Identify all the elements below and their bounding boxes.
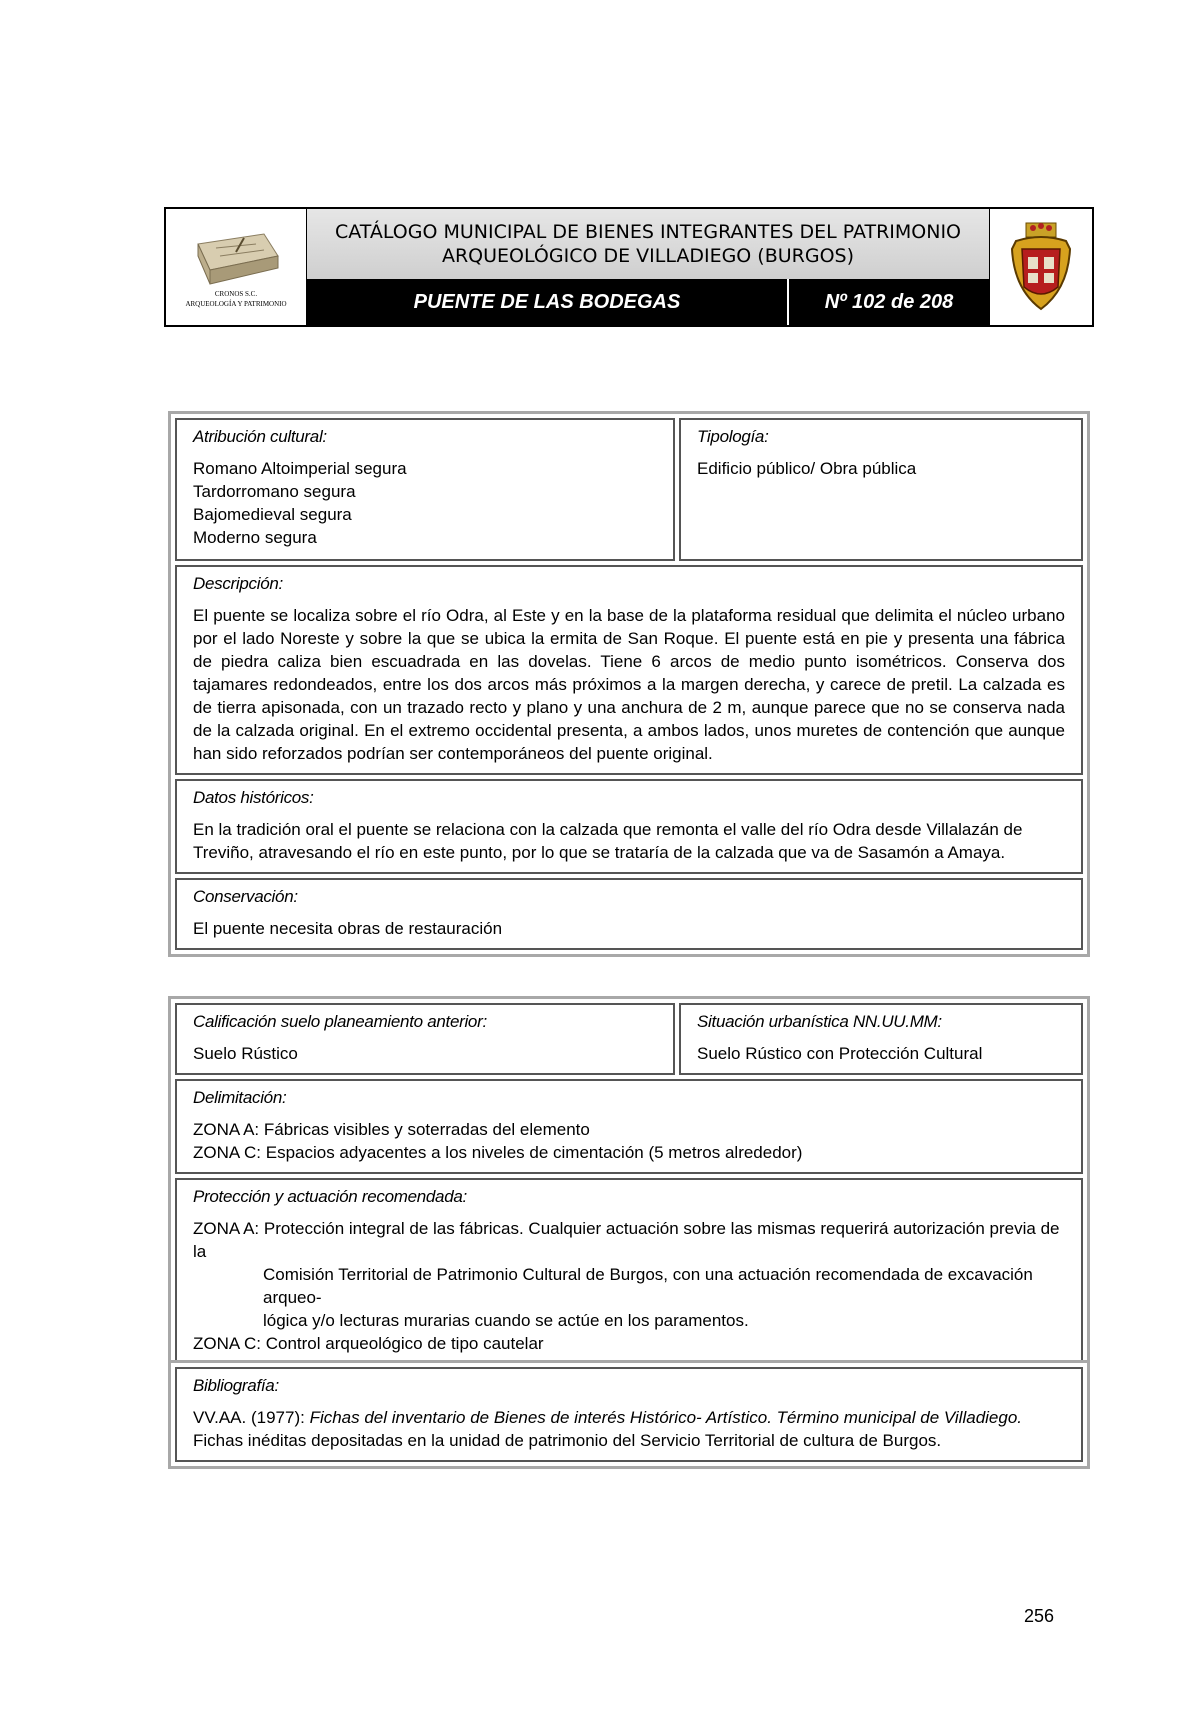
delimitacion-zona-c: ZONA C: Espacios adyacentes a los niveles de cimentación (5 metros alrededor) [193, 1143, 803, 1162]
calificacion-cell [175, 1003, 675, 1075]
proteccion-zona-a-line1: ZONA A: Protección integral de las fábricas. Cualquier actuación sobre las mismas requerirá autorización previa de la [193, 1219, 1060, 1261]
element-number: Nº 102 de 208 [824, 290, 954, 313]
row-proteccion [173, 1176, 1085, 1367]
descripcion-label: Descripción: [193, 574, 283, 593]
coat-of-arms-icon [1006, 219, 1076, 315]
proteccion-zona-c: ZONA C: Control arqueológico de tipo cautelar [193, 1334, 544, 1353]
element-bar [307, 279, 989, 325]
conservacion-text: El puente necesita obras de restauración [193, 919, 503, 938]
datos-historicos-label: Datos históricos: [193, 788, 314, 807]
conservacion-label: Conservación: [193, 887, 298, 906]
proteccion-zona-a-line2: Comisión Territorial de Patrimonio Cultural de Burgos, con una actuación recomendada de excavación arqueo- [263, 1265, 1033, 1307]
row-conservacion [173, 876, 1085, 952]
title-line-2: ARQUEOLÓGICO DE VILLADIEGO (BURGOS) [441, 245, 855, 267]
sundial-stone-icon [186, 226, 286, 288]
catalog-title [307, 209, 989, 279]
header-center [307, 209, 989, 325]
page-number: 256 [1024, 1606, 1055, 1626]
tipologia-label: Tipología: [697, 427, 769, 446]
row-delimitacion [173, 1077, 1085, 1176]
descripcion-text: El puente se localiza sobre el río Odra, al Este y en la base de la plataforma residual que delimita el núcleo urbano por el lado Noreste y sobre la que se ubica la ermita de San Roque. El puente está en pie y presenta una fábrica de piedra caliza bien escuadrada en las dovelas. Tiene 6 arcos de medio punto isométricos. Conserva dos tajamares redondeados, entre los dos arcos más próximos a la margen derecha, y carece de pretil. La calzada es de tierra apisonada, con un trazado recto y plano y una anchura de 2 m, aunque parece que no se conserva nada de la calzada original. En el extremo occidental presenta, a ambos lados, unos muretes de contención que aunque han sido reforzados podrían ser contemporáneos del puente original. [193, 606, 1065, 763]
bibliografia-cell [175, 1367, 1083, 1462]
bibliografia-rest: Fichas inéditas depositadas en la unidad de patrimonio del Servicio Territorial de cultura de Burgos. [193, 1431, 942, 1450]
calificacion-label: Calificación suelo planeamiento anterior: [193, 1012, 487, 1031]
atribucion-item: Tardorromano segura [193, 482, 356, 501]
situacion-value: Suelo Rústico con Protección Cultural [697, 1044, 983, 1063]
proteccion-cell [175, 1178, 1083, 1365]
catalog-header [164, 207, 1094, 327]
delimitacion-zona-a: ZONA A: Fábricas visibles y soterradas del elemento [193, 1120, 590, 1139]
row-datos-historicos [173, 777, 1085, 876]
situacion-cell [679, 1003, 1083, 1075]
bibliografia-entry [193, 1406, 1071, 1452]
delimitacion-cell [175, 1079, 1083, 1174]
tipologia-value: Edificio público/ Obra pública [697, 459, 917, 478]
proteccion-label: Protección y actuación recomendada: [193, 1187, 467, 1206]
conservacion-cell [175, 878, 1083, 950]
info-group-3 [168, 1360, 1090, 1469]
logo-subtext: ARQUEOLOGÍA Y PATRIMONIO [185, 300, 287, 308]
info-group-2 [168, 996, 1090, 1372]
row-attribution-typology [173, 416, 1085, 563]
datos-historicos-text: En la tradición oral el puente se relaciona con la calzada que remonta el valle del río Odra desde Villalazán de Treviño, atravesando el río en este punto, por lo que se trataría de la calzada que va de Sasamón a Amaya. [193, 820, 1023, 862]
logo-text: CRONOS S.C. [214, 290, 258, 298]
atribucion-item: Moderno segura [193, 528, 317, 547]
calificacion-value: Suelo Rústico [193, 1044, 298, 1063]
element-name: PUENTE DE LAS BODEGAS [307, 279, 789, 325]
datos-historicos-cell [175, 779, 1083, 874]
atribucion-item: Bajomedieval segura [193, 505, 352, 524]
tipologia-cell [679, 418, 1083, 561]
atribucion-cell [175, 418, 675, 561]
delimitacion-label: Delimitación: [193, 1088, 287, 1107]
row-bibliografia [173, 1365, 1085, 1464]
situacion-label: Situación urbanística NN.UU.MM: [697, 1012, 942, 1031]
cronos-logo [166, 209, 307, 325]
title-line-1: CATÁLOGO MUNICIPAL DE BIENES INTEGRANTES DEL PATRIMONIO [334, 221, 962, 243]
descripcion-cell [175, 565, 1083, 775]
atribucion-item: Romano Altoimperial segura [193, 459, 407, 478]
bibliografia-authors: VV.AA. (1977): [193, 1408, 310, 1427]
row-calificacion-situacion [173, 1001, 1085, 1077]
villadiego-crest [989, 209, 1092, 325]
info-group-1 [168, 411, 1090, 957]
atribucion-label: Atribución cultural: [193, 427, 327, 446]
bibliografia-label: Bibliografía: [193, 1376, 279, 1395]
row-descripcion [173, 563, 1085, 777]
bibliografia-title: Fichas del inventario de Bienes de interés Histórico- Artístico. Término municipal de Villadiego. [309, 1408, 1023, 1427]
proteccion-zona-a-line3: lógica y/o lecturas murarias cuando se actúe en los paramentos. [263, 1311, 749, 1330]
